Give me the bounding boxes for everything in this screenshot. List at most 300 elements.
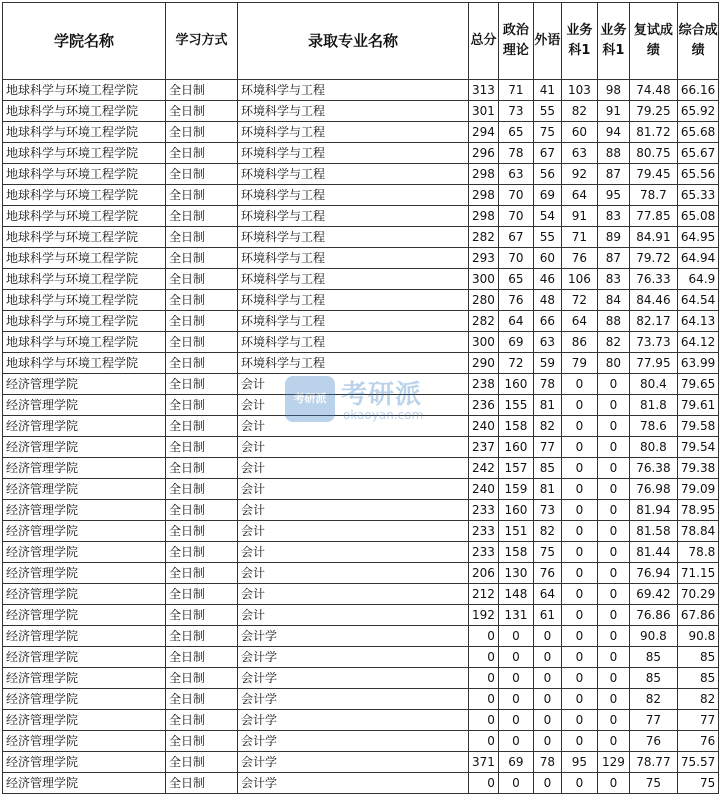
cell-subject2: 83 <box>597 269 629 290</box>
cell-subject2: 88 <box>597 143 629 164</box>
cell-retest: 78.77 <box>629 752 677 773</box>
cell-foreign: 60 <box>533 248 561 269</box>
cell-politics: 71 <box>498 80 533 101</box>
cell-major: 环境科学与工程 <box>238 311 469 332</box>
cell-total: 290 <box>469 353 499 374</box>
cell-subject1: 0 <box>561 521 597 542</box>
cell-subject1: 0 <box>561 563 597 584</box>
cell-overall: 79.38 <box>677 458 718 479</box>
cell-overall: 77 <box>677 710 718 731</box>
cell-study-mode: 全日制 <box>166 521 238 542</box>
cell-retest: 74.48 <box>629 80 677 101</box>
cell-major: 环境科学与工程 <box>238 122 469 143</box>
cell-subject1: 0 <box>561 710 597 731</box>
cell-study-mode: 全日制 <box>166 458 238 479</box>
cell-overall: 67.86 <box>677 605 718 626</box>
cell-college: 地球科学与环境工程学院 <box>3 353 166 374</box>
cell-major: 环境科学与工程 <box>238 101 469 122</box>
cell-college: 经济管理学院 <box>3 521 166 542</box>
cell-retest: 79.45 <box>629 164 677 185</box>
cell-politics: 67 <box>498 227 533 248</box>
admission-table <box>2 2 719 794</box>
cell-college: 地球科学与环境工程学院 <box>3 143 166 164</box>
cell-subject1: 0 <box>561 668 597 689</box>
cell-major: 环境科学与工程 <box>238 143 469 164</box>
cell-overall: 79.61 <box>677 395 718 416</box>
cell-overall: 65.67 <box>677 143 718 164</box>
table-row <box>3 752 719 773</box>
cell-foreign: 85 <box>533 458 561 479</box>
cell-college: 经济管理学院 <box>3 395 166 416</box>
cell-politics: 158 <box>498 542 533 563</box>
cell-study-mode: 全日制 <box>166 647 238 668</box>
cell-subject1: 86 <box>561 332 597 353</box>
cell-retest: 81.94 <box>629 500 677 521</box>
cell-subject1: 103 <box>561 80 597 101</box>
table-row <box>3 584 719 605</box>
cell-total: 298 <box>469 206 499 227</box>
cell-politics: 160 <box>498 500 533 521</box>
cell-study-mode: 全日制 <box>166 668 238 689</box>
table-row <box>3 710 719 731</box>
cell-retest: 76 <box>629 731 677 752</box>
cell-retest: 85 <box>629 647 677 668</box>
cell-major: 会计 <box>238 479 469 500</box>
table-row <box>3 437 719 458</box>
cell-college: 地球科学与环境工程学院 <box>3 206 166 227</box>
cell-politics: 155 <box>498 395 533 416</box>
cell-total: 282 <box>469 311 499 332</box>
cell-foreign: 63 <box>533 332 561 353</box>
cell-overall: 65.68 <box>677 122 718 143</box>
cell-politics: 0 <box>498 710 533 731</box>
cell-foreign: 55 <box>533 101 561 122</box>
cell-politics: 78 <box>498 143 533 164</box>
table-row <box>3 647 719 668</box>
header-retest: 复试成绩 <box>629 3 677 80</box>
cell-retest: 79.72 <box>629 248 677 269</box>
cell-foreign: 0 <box>533 626 561 647</box>
table-row <box>3 773 719 794</box>
cell-total: 371 <box>469 752 499 773</box>
cell-total: 206 <box>469 563 499 584</box>
cell-foreign: 82 <box>533 521 561 542</box>
cell-subject1: 0 <box>561 542 597 563</box>
cell-major: 会计学 <box>238 689 469 710</box>
cell-college: 经济管理学院 <box>3 773 166 794</box>
cell-retest: 80.8 <box>629 437 677 458</box>
cell-total: 313 <box>469 80 499 101</box>
cell-overall: 70.29 <box>677 584 718 605</box>
table-row <box>3 605 719 626</box>
table-row <box>3 311 719 332</box>
header-subject2: 业务科1 <box>597 3 629 80</box>
cell-college: 经济管理学院 <box>3 647 166 668</box>
cell-college: 经济管理学院 <box>3 416 166 437</box>
cell-college: 经济管理学院 <box>3 731 166 752</box>
cell-overall: 65.92 <box>677 101 718 122</box>
cell-retest: 84.46 <box>629 290 677 311</box>
cell-subject2: 0 <box>597 584 629 605</box>
cell-college: 经济管理学院 <box>3 626 166 647</box>
cell-subject2: 0 <box>597 521 629 542</box>
cell-major: 会计学 <box>238 752 469 773</box>
cell-foreign: 0 <box>533 710 561 731</box>
cell-college: 经济管理学院 <box>3 605 166 626</box>
cell-subject2: 95 <box>597 185 629 206</box>
cell-overall: 78.95 <box>677 500 718 521</box>
cell-retest: 78.7 <box>629 185 677 206</box>
cell-total: 294 <box>469 122 499 143</box>
cell-subject2: 0 <box>597 542 629 563</box>
cell-major: 环境科学与工程 <box>238 80 469 101</box>
cell-subject1: 76 <box>561 248 597 269</box>
cell-college: 经济管理学院 <box>3 479 166 500</box>
cell-overall: 79.65 <box>677 374 718 395</box>
cell-foreign: 0 <box>533 689 561 710</box>
cell-foreign: 75 <box>533 542 561 563</box>
cell-retest: 69.42 <box>629 584 677 605</box>
cell-subject1: 0 <box>561 773 597 794</box>
table-row <box>3 185 719 206</box>
cell-foreign: 66 <box>533 311 561 332</box>
cell-major: 会计 <box>238 584 469 605</box>
cell-subject2: 83 <box>597 206 629 227</box>
cell-retest: 76.94 <box>629 563 677 584</box>
cell-subject1: 64 <box>561 311 597 332</box>
cell-foreign: 78 <box>533 752 561 773</box>
table-row <box>3 269 719 290</box>
cell-overall: 71.15 <box>677 563 718 584</box>
cell-foreign: 0 <box>533 647 561 668</box>
cell-subject2: 0 <box>597 374 629 395</box>
cell-college: 地球科学与环境工程学院 <box>3 185 166 206</box>
cell-study-mode: 全日制 <box>166 584 238 605</box>
cell-retest: 79.25 <box>629 101 677 122</box>
table-row <box>3 164 719 185</box>
table-body <box>3 80 719 794</box>
cell-total: 280 <box>469 290 499 311</box>
cell-study-mode: 全日制 <box>166 563 238 584</box>
table-row <box>3 227 719 248</box>
cell-study-mode: 全日制 <box>166 542 238 563</box>
cell-college: 经济管理学院 <box>3 689 166 710</box>
cell-subject2: 0 <box>597 416 629 437</box>
cell-college: 地球科学与环境工程学院 <box>3 332 166 353</box>
cell-politics: 70 <box>498 248 533 269</box>
cell-total: 300 <box>469 332 499 353</box>
cell-overall: 66.16 <box>677 80 718 101</box>
cell-foreign: 46 <box>533 269 561 290</box>
cell-overall: 79.58 <box>677 416 718 437</box>
cell-study-mode: 全日制 <box>166 332 238 353</box>
cell-retest: 85 <box>629 668 677 689</box>
cell-subject2: 0 <box>597 500 629 521</box>
cell-subject2: 129 <box>597 752 629 773</box>
cell-major: 会计 <box>238 395 469 416</box>
cell-major: 会计学 <box>238 773 469 794</box>
cell-study-mode: 全日制 <box>166 626 238 647</box>
cell-subject1: 0 <box>561 605 597 626</box>
cell-subject2: 0 <box>597 563 629 584</box>
cell-overall: 64.9 <box>677 269 718 290</box>
cell-politics: 0 <box>498 626 533 647</box>
cell-politics: 0 <box>498 647 533 668</box>
cell-total: 0 <box>469 668 499 689</box>
table-row <box>3 122 719 143</box>
header-study-mode: 学习方式 <box>166 3 238 80</box>
cell-politics: 160 <box>498 437 533 458</box>
cell-overall: 75 <box>677 773 718 794</box>
cell-major: 会计学 <box>238 626 469 647</box>
cell-major: 会计 <box>238 521 469 542</box>
cell-overall: 79.09 <box>677 479 718 500</box>
cell-foreign: 41 <box>533 80 561 101</box>
cell-subject2: 87 <box>597 164 629 185</box>
cell-major: 会计学 <box>238 731 469 752</box>
cell-subject1: 106 <box>561 269 597 290</box>
table-row <box>3 458 719 479</box>
cell-subject2: 80 <box>597 353 629 374</box>
cell-overall: 64.54 <box>677 290 718 311</box>
cell-college: 经济管理学院 <box>3 584 166 605</box>
table-row <box>3 626 719 647</box>
cell-retest: 90.8 <box>629 626 677 647</box>
cell-major: 会计 <box>238 416 469 437</box>
cell-college: 地球科学与环境工程学院 <box>3 311 166 332</box>
cell-total: 0 <box>469 626 499 647</box>
cell-study-mode: 全日制 <box>166 731 238 752</box>
cell-subject2: 98 <box>597 80 629 101</box>
cell-overall: 82 <box>677 689 718 710</box>
cell-major: 环境科学与工程 <box>238 332 469 353</box>
cell-retest: 73.73 <box>629 332 677 353</box>
cell-major: 会计 <box>238 374 469 395</box>
cell-subject1: 0 <box>561 689 597 710</box>
cell-college: 经济管理学院 <box>3 710 166 731</box>
cell-politics: 148 <box>498 584 533 605</box>
cell-subject2: 0 <box>597 458 629 479</box>
cell-total: 0 <box>469 689 499 710</box>
cell-total: 298 <box>469 185 499 206</box>
cell-major: 环境科学与工程 <box>238 353 469 374</box>
cell-subject1: 92 <box>561 164 597 185</box>
watermark-name: 考研派 <box>341 380 423 410</box>
cell-overall: 64.12 <box>677 332 718 353</box>
cell-subject1: 0 <box>561 479 597 500</box>
cell-politics: 157 <box>498 458 533 479</box>
cell-subject1: 60 <box>561 122 597 143</box>
header-major: 录取专业名称 <box>238 3 469 80</box>
cell-subject1: 63 <box>561 143 597 164</box>
cell-politics: 72 <box>498 353 533 374</box>
cell-subject2: 82 <box>597 332 629 353</box>
cell-study-mode: 全日制 <box>166 353 238 374</box>
cell-politics: 0 <box>498 731 533 752</box>
cell-total: 240 <box>469 416 499 437</box>
cell-total: 301 <box>469 101 499 122</box>
cell-foreign: 0 <box>533 731 561 752</box>
cell-overall: 64.95 <box>677 227 718 248</box>
cell-retest: 81.58 <box>629 521 677 542</box>
cell-subject2: 89 <box>597 227 629 248</box>
cell-study-mode: 全日制 <box>166 206 238 227</box>
cell-college: 经济管理学院 <box>3 437 166 458</box>
cell-total: 296 <box>469 143 499 164</box>
cell-foreign: 0 <box>533 668 561 689</box>
cell-overall: 90.8 <box>677 626 718 647</box>
cell-total: 233 <box>469 521 499 542</box>
cell-total: 238 <box>469 374 499 395</box>
cell-overall: 76 <box>677 731 718 752</box>
cell-subject1: 0 <box>561 731 597 752</box>
table-row <box>3 353 719 374</box>
cell-subject2: 0 <box>597 668 629 689</box>
cell-college: 经济管理学院 <box>3 458 166 479</box>
cell-college: 地球科学与环境工程学院 <box>3 122 166 143</box>
cell-retest: 77.95 <box>629 353 677 374</box>
cell-retest: 76.38 <box>629 458 677 479</box>
cell-college: 经济管理学院 <box>3 752 166 773</box>
cell-college: 地球科学与环境工程学院 <box>3 227 166 248</box>
cell-major: 环境科学与工程 <box>238 248 469 269</box>
cell-politics: 76 <box>498 290 533 311</box>
cell-study-mode: 全日制 <box>166 101 238 122</box>
cell-college: 地球科学与环境工程学院 <box>3 269 166 290</box>
cell-overall: 75.57 <box>677 752 718 773</box>
cell-total: 0 <box>469 647 499 668</box>
header-overall: 综合成绩 <box>677 3 718 80</box>
cell-politics: 0 <box>498 689 533 710</box>
cell-total: 0 <box>469 773 499 794</box>
cell-foreign: 69 <box>533 185 561 206</box>
header-subject1: 业务科1 <box>561 3 597 80</box>
cell-overall: 64.13 <box>677 311 718 332</box>
cell-overall: 65.56 <box>677 164 718 185</box>
cell-major: 会计 <box>238 500 469 521</box>
cell-major: 会计学 <box>238 647 469 668</box>
cell-subject2: 91 <box>597 101 629 122</box>
cell-major: 环境科学与工程 <box>238 164 469 185</box>
cell-subject2: 94 <box>597 122 629 143</box>
cell-college: 地球科学与环境工程学院 <box>3 248 166 269</box>
cell-politics: 0 <box>498 668 533 689</box>
table-row <box>3 416 719 437</box>
cell-subject2: 0 <box>597 773 629 794</box>
table-row <box>3 143 719 164</box>
cell-subject2: 84 <box>597 290 629 311</box>
cell-subject1: 71 <box>561 227 597 248</box>
cell-retest: 76.86 <box>629 605 677 626</box>
cell-overall: 65.33 <box>677 185 718 206</box>
cell-politics: 0 <box>498 773 533 794</box>
cell-total: 293 <box>469 248 499 269</box>
cell-study-mode: 全日制 <box>166 248 238 269</box>
cell-foreign: 56 <box>533 164 561 185</box>
cell-major: 环境科学与工程 <box>238 206 469 227</box>
cell-foreign: 61 <box>533 605 561 626</box>
cell-foreign: 81 <box>533 395 561 416</box>
cell-politics: 159 <box>498 479 533 500</box>
cell-subject1: 82 <box>561 101 597 122</box>
cell-total: 300 <box>469 269 499 290</box>
cell-retest: 77.85 <box>629 206 677 227</box>
cell-study-mode: 全日制 <box>166 269 238 290</box>
cell-foreign: 55 <box>533 227 561 248</box>
cell-study-mode: 全日制 <box>166 437 238 458</box>
cell-retest: 80.4 <box>629 374 677 395</box>
cell-retest: 81.72 <box>629 122 677 143</box>
cell-college: 地球科学与环境工程学院 <box>3 164 166 185</box>
cell-study-mode: 全日制 <box>166 773 238 794</box>
cell-study-mode: 全日制 <box>166 80 238 101</box>
cell-major: 会计 <box>238 437 469 458</box>
cell-study-mode: 全日制 <box>166 311 238 332</box>
table-row <box>3 668 719 689</box>
header-row <box>3 3 719 80</box>
cell-study-mode: 全日制 <box>166 122 238 143</box>
cell-major: 会计 <box>238 458 469 479</box>
cell-subject1: 72 <box>561 290 597 311</box>
cell-retest: 75 <box>629 773 677 794</box>
cell-study-mode: 全日制 <box>166 689 238 710</box>
cell-subject2: 0 <box>597 710 629 731</box>
cell-study-mode: 全日制 <box>166 416 238 437</box>
table-row <box>3 542 719 563</box>
cell-subject2: 0 <box>597 479 629 500</box>
cell-study-mode: 全日制 <box>166 395 238 416</box>
table-row <box>3 689 719 710</box>
cell-total: 212 <box>469 584 499 605</box>
cell-retest: 77 <box>629 710 677 731</box>
cell-retest: 82.17 <box>629 311 677 332</box>
cell-major: 环境科学与工程 <box>238 185 469 206</box>
watermark-logo: 考研派 <box>285 376 335 422</box>
cell-retest: 76.98 <box>629 479 677 500</box>
cell-subject1: 0 <box>561 647 597 668</box>
table-row <box>3 101 719 122</box>
cell-study-mode: 全日制 <box>166 290 238 311</box>
cell-total: 237 <box>469 437 499 458</box>
admission-table-container <box>2 2 719 794</box>
cell-foreign: 0 <box>533 773 561 794</box>
cell-politics: 70 <box>498 206 533 227</box>
cell-major: 环境科学与工程 <box>238 269 469 290</box>
cell-major: 环境科学与工程 <box>238 290 469 311</box>
cell-subject1: 0 <box>561 374 597 395</box>
cell-subject1: 0 <box>561 395 597 416</box>
cell-foreign: 67 <box>533 143 561 164</box>
cell-subject1: 91 <box>561 206 597 227</box>
cell-subject2: 0 <box>597 437 629 458</box>
cell-college: 经济管理学院 <box>3 668 166 689</box>
cell-politics: 69 <box>498 332 533 353</box>
cell-foreign: 59 <box>533 353 561 374</box>
table-row <box>3 332 719 353</box>
table-row <box>3 80 719 101</box>
table-row <box>3 731 719 752</box>
cell-retest: 76.33 <box>629 269 677 290</box>
cell-retest: 78.6 <box>629 416 677 437</box>
cell-retest: 80.75 <box>629 143 677 164</box>
table-row <box>3 563 719 584</box>
cell-overall: 85 <box>677 647 718 668</box>
cell-study-mode: 全日制 <box>166 710 238 731</box>
cell-total: 298 <box>469 164 499 185</box>
cell-foreign: 75 <box>533 122 561 143</box>
watermark-url: okaoyan.com <box>343 408 424 422</box>
cell-subject2: 0 <box>597 605 629 626</box>
